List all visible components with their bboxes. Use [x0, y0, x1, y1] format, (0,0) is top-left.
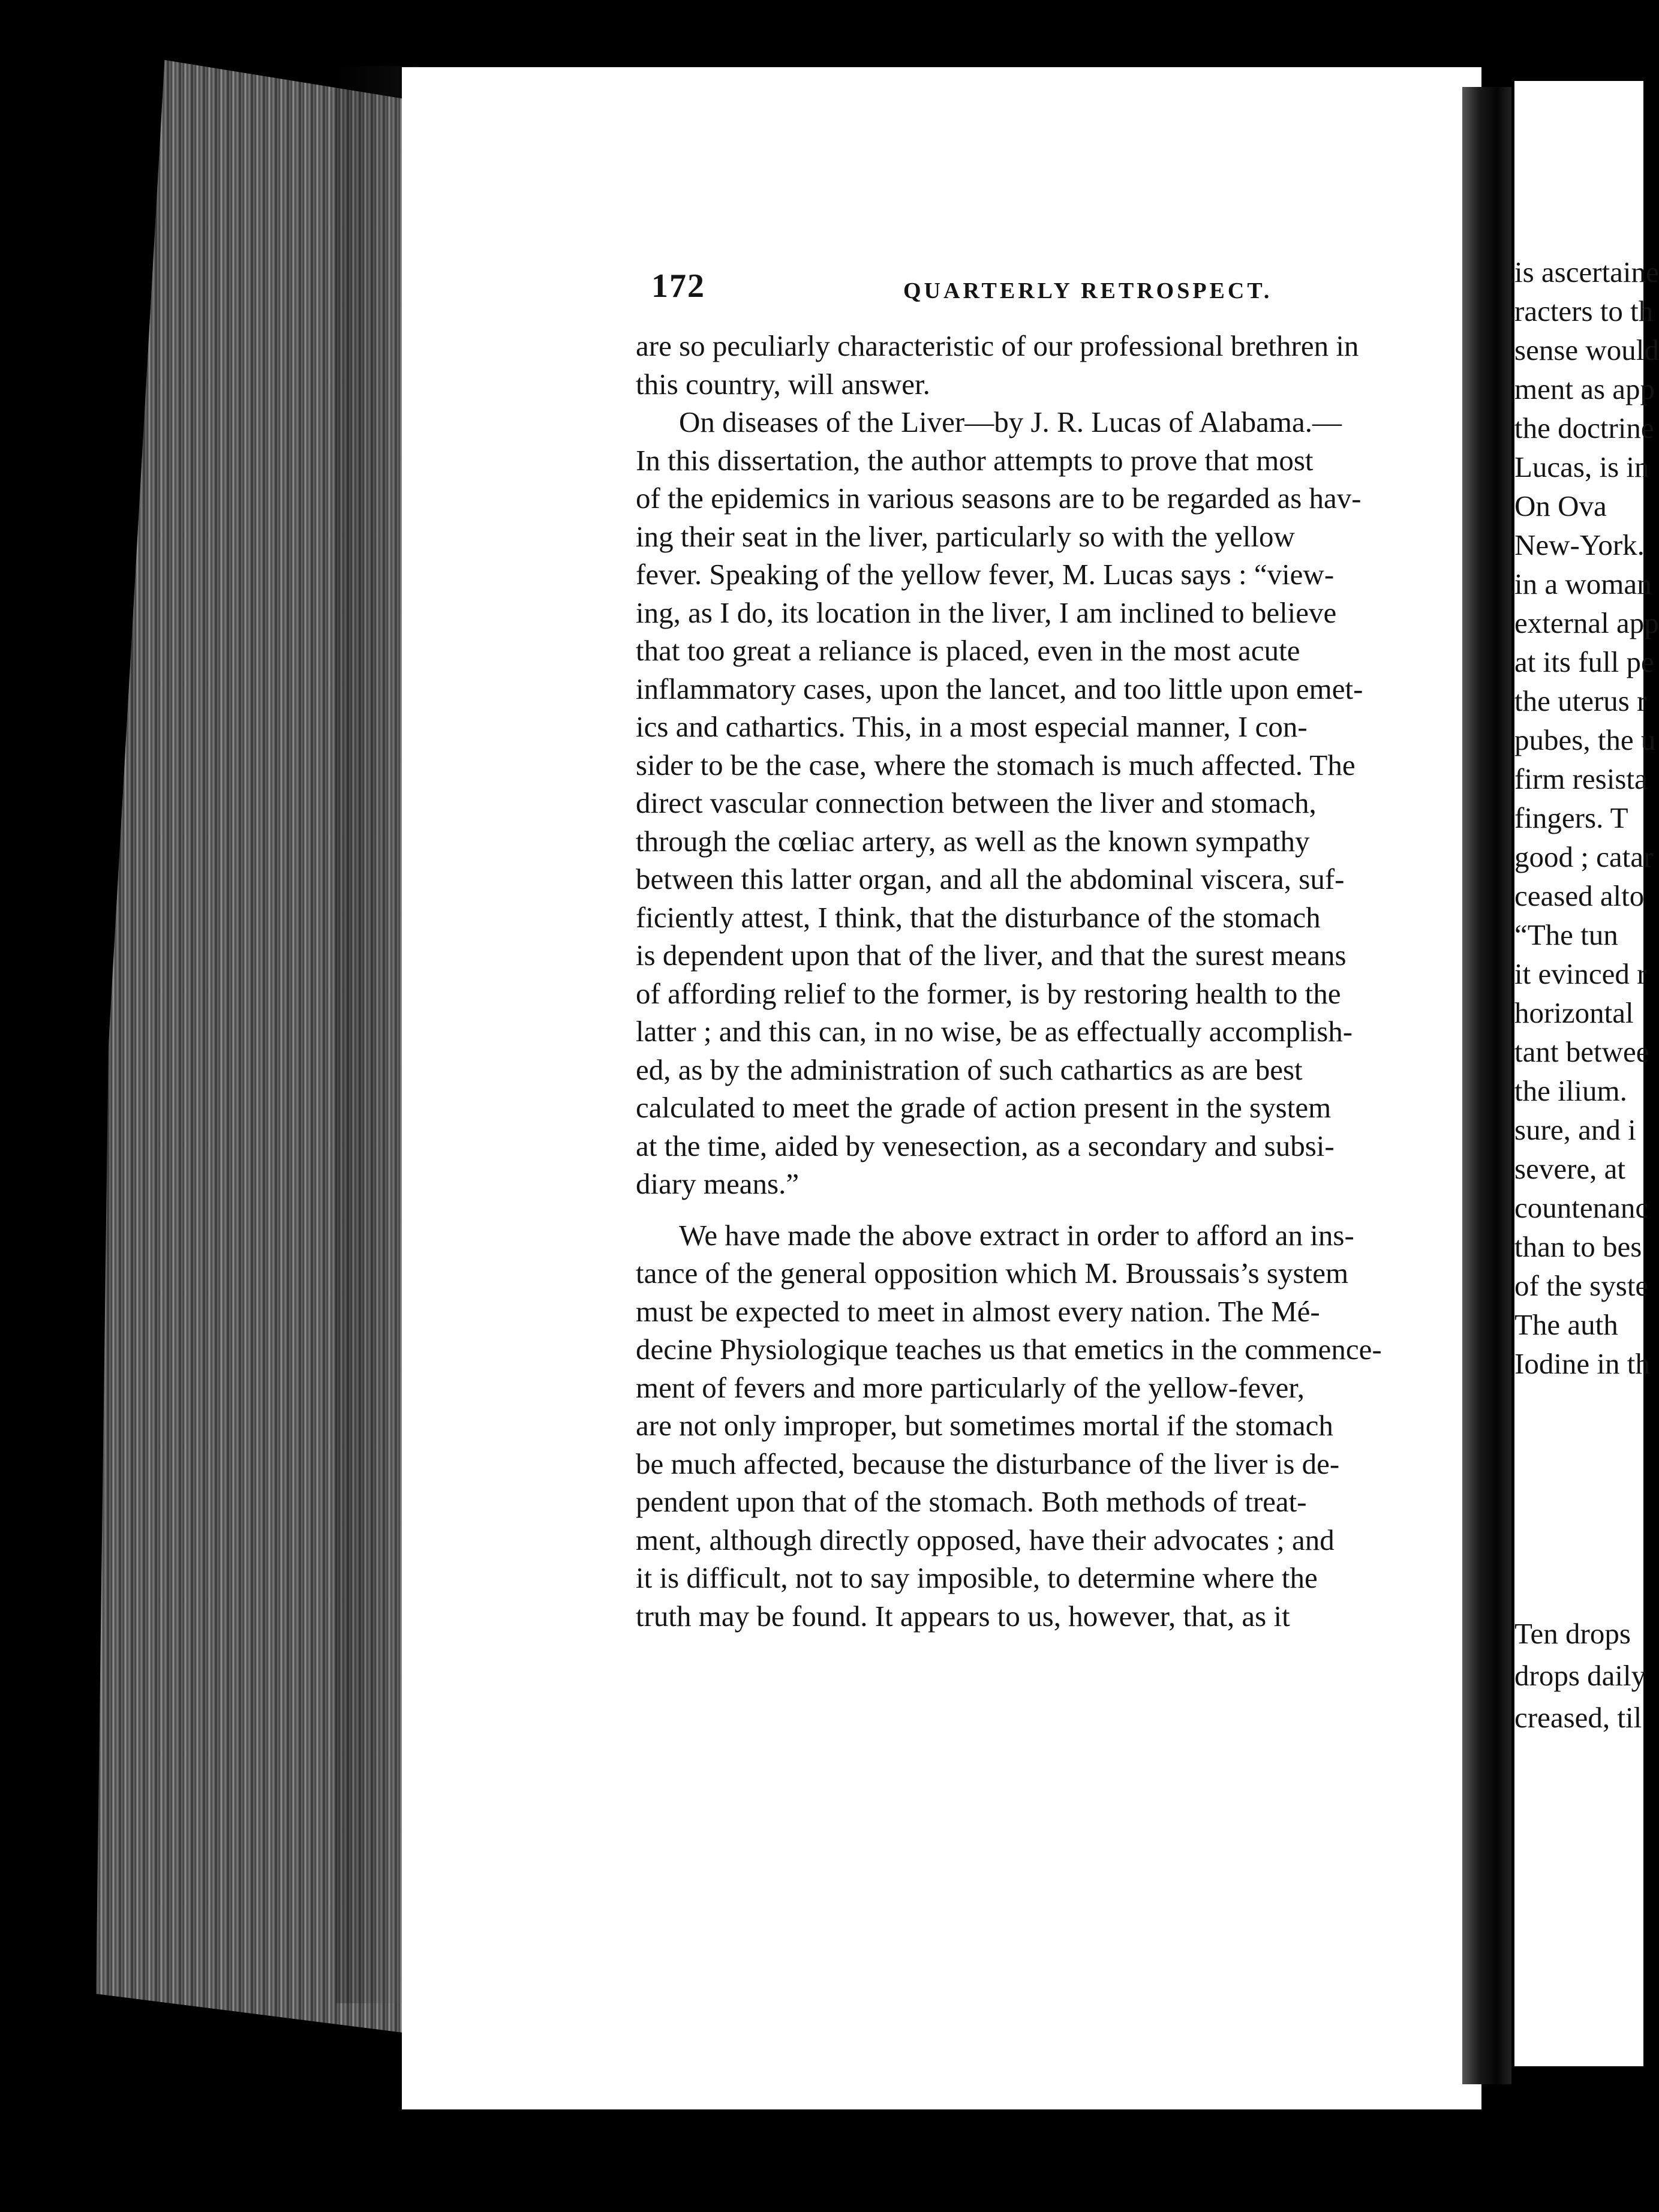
text-line: pendent upon that of the stomach. Both methods of treat-	[636, 1485, 1307, 1518]
text-line: through the cœliac artery, as well as the known sympathy	[636, 824, 1310, 858]
right-page-line: of the syste	[1514, 1269, 1649, 1302]
text-line: must be expected to meet in almost every nation. The Mé-	[636, 1294, 1320, 1328]
text-line: truth may be found. It appears to us, however, that, as it	[636, 1599, 1290, 1633]
text-line: ing, as I do, its location in the liver, I am inclined to believe	[636, 596, 1337, 629]
left-page-body	[636, 327, 1475, 1635]
right-page-line: sense would	[1514, 333, 1659, 366]
text-line: that too great a reliance is placed, even in the most acute	[636, 634, 1300, 667]
right-page-line: the ilium.	[1514, 1074, 1627, 1107]
text-line: In this dissertation, the author attempts to prove that most	[636, 443, 1314, 477]
right-page-line: racters to th	[1514, 294, 1654, 327]
right-page-line: “The tun	[1514, 918, 1618, 951]
right-page-line: at its full pe	[1514, 645, 1654, 678]
text-line: inflammatory cases, upon the lancet, and too little upon emet-	[636, 672, 1363, 705]
text-line: latter ; and this can, in no wise, be as effectually accomplish-	[636, 1015, 1353, 1048]
right-page-line: good ; catar	[1514, 840, 1654, 873]
right-page-line: in a woman	[1514, 567, 1652, 600]
right-page-line: is ascertaine	[1514, 256, 1659, 288]
right-page-line: the doctrine	[1514, 411, 1654, 444]
right-page-line: New-York.	[1514, 528, 1645, 561]
text-line: sider to be the case, where the stomach is much affected. The	[636, 748, 1356, 782]
right-page-line: countenanc	[1514, 1191, 1649, 1224]
right-page-fragment	[1514, 81, 1659, 2066]
text-line: calculated to meet the grade of action present in the system	[636, 1091, 1332, 1124]
right-page-line: pubes, the u	[1514, 723, 1656, 756]
right-page-line: ceased alto	[1514, 879, 1645, 912]
right-page-line: drops daily	[1514, 1659, 1646, 1692]
text-line: of affording relief to the former, is by restoring health to the	[636, 976, 1341, 1010]
text-line: tance of the general opposition which M. Broussais’s system	[636, 1257, 1349, 1290]
right-page-line: than to bes	[1514, 1230, 1642, 1263]
text-line: fever. Speaking of the yellow fever, M. Lucas says : “view-	[636, 558, 1335, 591]
book-gutter	[1462, 87, 1511, 2084]
right-page-line: horizontal	[1514, 996, 1634, 1029]
text-line: this country, will answer.	[636, 367, 930, 401]
right-page-line: On Ova	[1514, 489, 1607, 522]
right-page-line: Iodine in th	[1514, 1347, 1650, 1380]
right-page-line: Ten drops	[1514, 1617, 1631, 1650]
running-title: QUARTERLY RETROSPECT.	[903, 278, 1273, 303]
right-page-line: fingers. T	[1514, 801, 1628, 834]
page-number: 172	[651, 268, 705, 305]
page-header	[651, 267, 1491, 309]
text-line: diary means.”	[636, 1167, 800, 1200]
text-line: of the epidemics in various seasons are to be regarded as hav-	[636, 482, 1362, 515]
text-line: ment, although directly opposed, have their advocates ; and	[636, 1523, 1335, 1556]
text-line: are so peculiarly characteristic of our professional brethren in	[636, 329, 1359, 362]
text-line: ficiently attest, I think, that the disturbance of the stomach	[636, 900, 1321, 934]
right-page-line: it evinced r	[1514, 957, 1647, 990]
right-page-line: The auth	[1514, 1308, 1618, 1341]
text-line: direct vascular connection between the liver and stomach,	[636, 786, 1317, 819]
text-line: ing their seat in the liver, particularly so with the yellow	[636, 519, 1295, 553]
right-page-line: the uterus r	[1514, 684, 1647, 717]
text-line: ment of fevers and more particularly of the yellow-fever,	[636, 1371, 1305, 1404]
text-line: are not only improper, but sometimes mortal if the stomach	[636, 1409, 1333, 1442]
right-page-line: external app	[1514, 606, 1659, 639]
right-page-line: creased, til	[1514, 1701, 1642, 1734]
text-line: ed, as by the administration of such cathartics as are best	[636, 1053, 1303, 1086]
text-line: decine Physiologique teaches us that emetics in the commence-	[636, 1333, 1382, 1366]
text-line: We have made the above extract in order to afford an ins-	[679, 1218, 1354, 1252]
text-line: is dependent upon that of the liver, and that the surest means	[636, 939, 1347, 972]
right-page-line: firm resista	[1514, 762, 1648, 795]
right-page-line: severe, at	[1514, 1152, 1625, 1185]
right-page-line: sure, and i	[1514, 1113, 1636, 1146]
text-line: On diseases of the Liver—by J. R. Lucas of Alabama.—	[679, 405, 1342, 438]
text-line: at the time, aided by venesection, as a secondary and subsi-	[636, 1129, 1335, 1162]
text-line: ics and cathartics. This, in a most especial manner, I con-	[636, 710, 1308, 743]
text-line: it is difficult, not to say imposible, to determine where the	[636, 1561, 1318, 1594]
right-page-line: Lucas, is in	[1514, 450, 1649, 483]
text-line: be much affected, because the disturbance of the liver is de-	[636, 1447, 1340, 1480]
text-line: between this latter organ, and all the abdominal viscera, suf-	[636, 862, 1345, 895]
right-page-line: ment as app	[1514, 372, 1655, 405]
right-page-line: tant betwee	[1514, 1035, 1649, 1068]
